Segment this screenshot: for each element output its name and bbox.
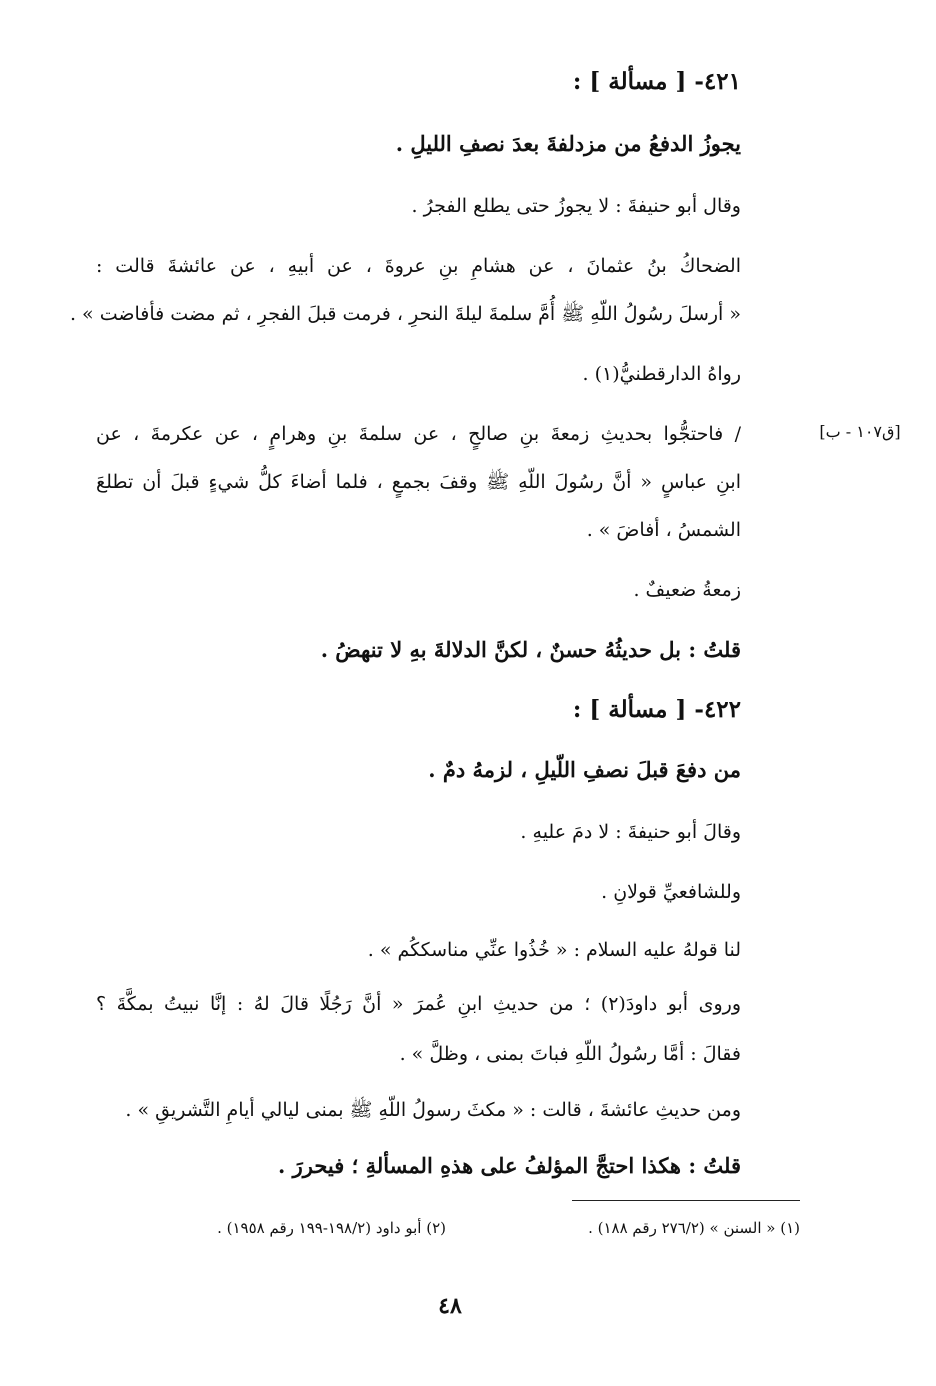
manuscript-folio-note: [ق١٠٧ - ب] (819, 422, 901, 441)
counter-argument-line-2: ابنِ عباسٍ « أنَّ رسُولَ اللّهِ ﷺ وقفَ بجمعٍ ، فلما أضاءَ كلُّ شيءٍ قبلَ أن تطلعَ (96, 471, 741, 493)
abu-dawud-narration-1: وروى أبو داودَ(٢) ؛ من حديثِ ابنِ عُمرَ « أنَّ رَجُلًا قالَ لهُ : إنَّا نبيتُ بمكَّةَ ؟ (96, 993, 741, 1015)
footnote-divider (572, 1200, 800, 1201)
counter-argument-line-1: / فاحتجُّوا بحديثِ زمعةَ بنِ صالحٍ ، عن سلمةَ بنِ وهرامٍ ، عن عكرمةَ ، عن (96, 423, 741, 445)
issue-421-statement: يجوزُ الدفعُ من مزدلفةَ بعدَ نصفِ الليلِ . (395, 131, 741, 156)
aisha-narration: ومن حديثِ عائشةَ ، قالت : « مكثَ رسولُ اللّهِ ﷺ بمنى ليالي أيامِ التَّشريقِ » . (125, 1099, 741, 1121)
hadith-chain: الضحاكُ بنُ عثمانَ ، عن هشامِ بنِ عروةَ ، عن أبيهِ ، عن عائشةَ قالت : (96, 255, 741, 277)
footnote-1: (١) « السنن » (٢٧٦/٢ رقم ١٨٨) . (588, 1219, 800, 1237)
author-comment-1: قلتُ : بل حديثُهُ حسنٌ ، لكنَّ الدلالةَ بهِ لا تنهضُ . (320, 637, 741, 662)
shafii-opinion: وللشافعيِّ قولانِ . (601, 881, 741, 903)
issue-422-heading: ٤٢٢- [ مسألة ] : (572, 696, 741, 723)
hadith-source: رواهُ الدارقطنيُّ(١) . (582, 363, 741, 385)
footnote-2: (٢) أبو داود (١٩٨/٢-١٩٩ رقم ١٩٥٨) . (217, 1219, 446, 1237)
narrator-weakness: زمعةُ ضعيفٌ . (633, 579, 741, 601)
issue-422-statement: من دفعَ قبلَ نصفِ اللّيلِ ، لزمهُ دمٌ . (428, 757, 741, 782)
issue-421-heading: ٤٢١- [ مسألة ] : (572, 68, 741, 95)
author-comment-2: قلتُ : هكذا احتجَّ المؤلفُ على هذهِ المسألةِ ؛ فيحررَ . (278, 1153, 741, 1178)
page-number: ٤٨ (438, 1293, 462, 1319)
evidence-line: لنا قولهُ عليه السلام : « خُذُوا عنِّي مناسككُم » . (367, 939, 741, 961)
abu-hanifa-opinion: وقال أبو حنيفةَ : لا يجوزُ حتى يطلع الفجرُ . (411, 195, 741, 217)
abu-hanifa-opinion-2: وقالَ أبو حنيفةَ : لا دمَ عليهِ . (520, 821, 741, 843)
abu-dawud-narration-2: فقالَ : أمَّا رسُولُ اللّهِ فباتَ بمنى ، وظلَّ » . (399, 1043, 741, 1065)
hadith-text: « أرسلَ رسُولُ اللّهِ ﷺ أُمَّ سلمةَ ليلةَ النحرِ ، فرمت قبلَ الفجرِ ، ثم مضت فأفاضت » . (69, 303, 741, 325)
counter-argument-line-3: الشمسُ ، أفاضَ » . (586, 519, 741, 541)
